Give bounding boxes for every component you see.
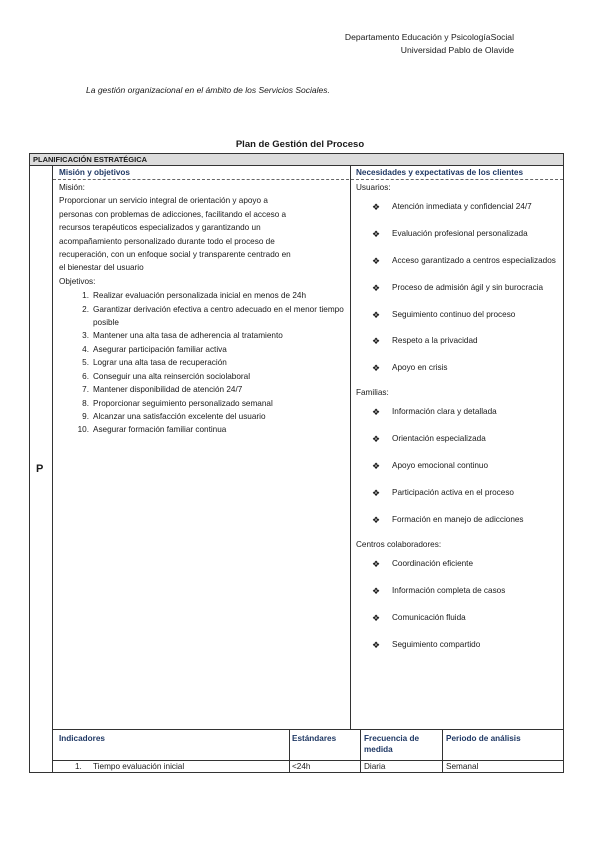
- indicator-period: Semanal: [446, 762, 479, 771]
- frequency-header: Frecuencia de medida: [364, 734, 420, 754]
- need-item: ❖ Atención inmediata y confidencial 24/7: [356, 197, 561, 217]
- diamond-bullet-icon: ❖: [372, 639, 381, 650]
- need-item: ❖ Orientación especializada: [356, 429, 561, 449]
- need-item: ❖ Seguimiento compartido: [356, 635, 561, 655]
- diamond-bullet-icon: ❖: [372, 282, 381, 293]
- diamond-bullet-icon: ❖: [372, 558, 381, 569]
- diamond-bullet-icon: ❖: [372, 255, 381, 266]
- need-item: ❖ Comunicación fluida: [356, 608, 561, 628]
- diamond-bullet-icon: ❖: [372, 336, 381, 347]
- needs-heading-rule: [351, 179, 563, 180]
- page-title: Plan de Gestión del Proceso: [235, 139, 365, 150]
- mission-line: personas con problemas de adicciones, facilitando el acceso a: [59, 209, 287, 219]
- phase-letter: P: [36, 463, 44, 475]
- need-item: ❖ Proceso de admisión ágil y sin burocracia: [356, 278, 561, 298]
- objective-item: 6. Conseguir una alta reinserción sociolaboral: [82, 371, 251, 381]
- need-item: ❖ Participación activa en el proceso: [356, 483, 561, 503]
- needs-section: [356, 181, 561, 661]
- document-subtitle: La gestión organizacional en el ámbito de los Servicios Sociales.: [86, 85, 330, 95]
- objective-item: 7. Mantener disponibilidad de atención 24/7: [82, 385, 243, 395]
- objective-item: 10. Asegurar formación familiar continua: [77, 425, 227, 435]
- objective-item: 9. Alcanzar una satisfacción excelente del usuario: [82, 411, 266, 421]
- objective-item: 3. Mantener una alta tasa de adherencia al tratamiento: [82, 331, 283, 341]
- indicators-divider-2: [360, 729, 361, 772]
- diamond-bullet-icon: ❖: [372, 461, 381, 472]
- centers-needs-list: [356, 554, 561, 655]
- indicator-frequency: Diaria: [364, 762, 386, 771]
- users-needs-list: [356, 197, 561, 378]
- section-band: PLANIFICACIÓN ESTRATÉGICA: [30, 154, 563, 166]
- indicators-top-rule: [52, 729, 563, 730]
- diamond-bullet-icon: ❖: [372, 309, 381, 320]
- mission-line: acompañamiento personalizado durante todo el proceso de: [59, 236, 275, 246]
- need-item: ❖ Coordinación eficiente: [356, 554, 561, 574]
- need-item: ❖ Información completa de casos: [356, 581, 561, 601]
- objectives-label: Objetivos:: [59, 276, 96, 286]
- needs-heading: Necesidades y expectativas de los clientes: [356, 168, 524, 177]
- university-name: Universidad Pablo de Olavide: [400, 45, 514, 55]
- group-label-families: Familias:: [356, 388, 389, 398]
- need-item: ❖ Información clara y detallada: [356, 402, 561, 422]
- phase-column-divider: [52, 166, 53, 772]
- mission-heading-rule: [53, 179, 349, 180]
- department-name: Departamento Educación y PsicologíaSocial: [344, 32, 514, 42]
- group-label-centers: Centros colaboradores:: [356, 539, 442, 549]
- diamond-bullet-icon: ❖: [372, 228, 381, 239]
- period-header: Periodo de análisis: [446, 734, 521, 743]
- letterhead: [345, 31, 514, 57]
- mission-line: el bienestar del usuario: [59, 263, 144, 273]
- need-item: ❖ Acceso garantizado a centros especializados: [356, 251, 561, 271]
- diamond-bullet-icon: ❖: [372, 514, 381, 525]
- group-label-users: Usuarios:: [356, 183, 391, 192]
- middle-column-divider: [350, 166, 351, 729]
- diamond-bullet-icon: ❖: [372, 434, 381, 445]
- diamond-bullet-icon: ❖: [372, 612, 381, 623]
- need-item: ❖ Apoyo en crisis: [356, 358, 561, 378]
- indicator-name: Tiempo evaluación inicial: [93, 762, 185, 771]
- need-item: ❖ Respeto a la privacidad: [356, 331, 561, 351]
- mission-line: recursos terapéuticos especializados y garantizando un: [59, 223, 261, 233]
- objective-item: 1. Realizar evaluación personalizada inicial en menos de 24h: [82, 291, 307, 301]
- objective-item: 8. Proporcionar seguimiento personalizado semanal: [82, 398, 273, 408]
- indicators-divider-1: [289, 729, 290, 772]
- objective-item: 5. Lograr una alta tasa de recuperación: [82, 358, 227, 368]
- diamond-bullet-icon: ❖: [372, 585, 381, 596]
- families-needs-list: [356, 402, 561, 530]
- mission-line: recuperación, con un enfoque social y transparente centrado en: [59, 250, 291, 260]
- need-item: ❖ Formación en manejo de adicciones: [356, 510, 561, 530]
- diamond-bullet-icon: ❖: [372, 407, 381, 418]
- indicator-standard: <24h: [292, 762, 311, 771]
- diamond-bullet-icon: ❖: [372, 488, 381, 499]
- indicators-divider-3: [442, 729, 443, 772]
- objectives-list: [59, 289, 345, 436]
- indicator-number: 1.: [75, 762, 82, 771]
- objective-item: 2. Garantizar derivación efectiva a centro adecuado en el menor tiempo posible: [82, 304, 344, 328]
- mission-section: [59, 181, 345, 437]
- objective-item: 4. Asegurar participación familiar activa: [82, 344, 227, 354]
- need-item: ❖ Seguimiento continuo del proceso: [356, 305, 561, 325]
- need-item: ❖ Evaluación profesional personalizada: [356, 224, 561, 244]
- diamond-bullet-icon: ❖: [372, 202, 381, 212]
- indicators-header: Indicadores: [59, 734, 105, 743]
- mission-label: Misión:: [59, 183, 85, 192]
- mission-heading: Misión y objetivos: [59, 168, 130, 177]
- standards-header: Estándares: [292, 734, 337, 743]
- need-item: ❖ Apoyo emocional continuo: [356, 456, 561, 476]
- diamond-bullet-icon: ❖: [372, 363, 381, 374]
- mission-line: Proporcionar un servicio integral de orientación y apoyo a: [59, 196, 268, 206]
